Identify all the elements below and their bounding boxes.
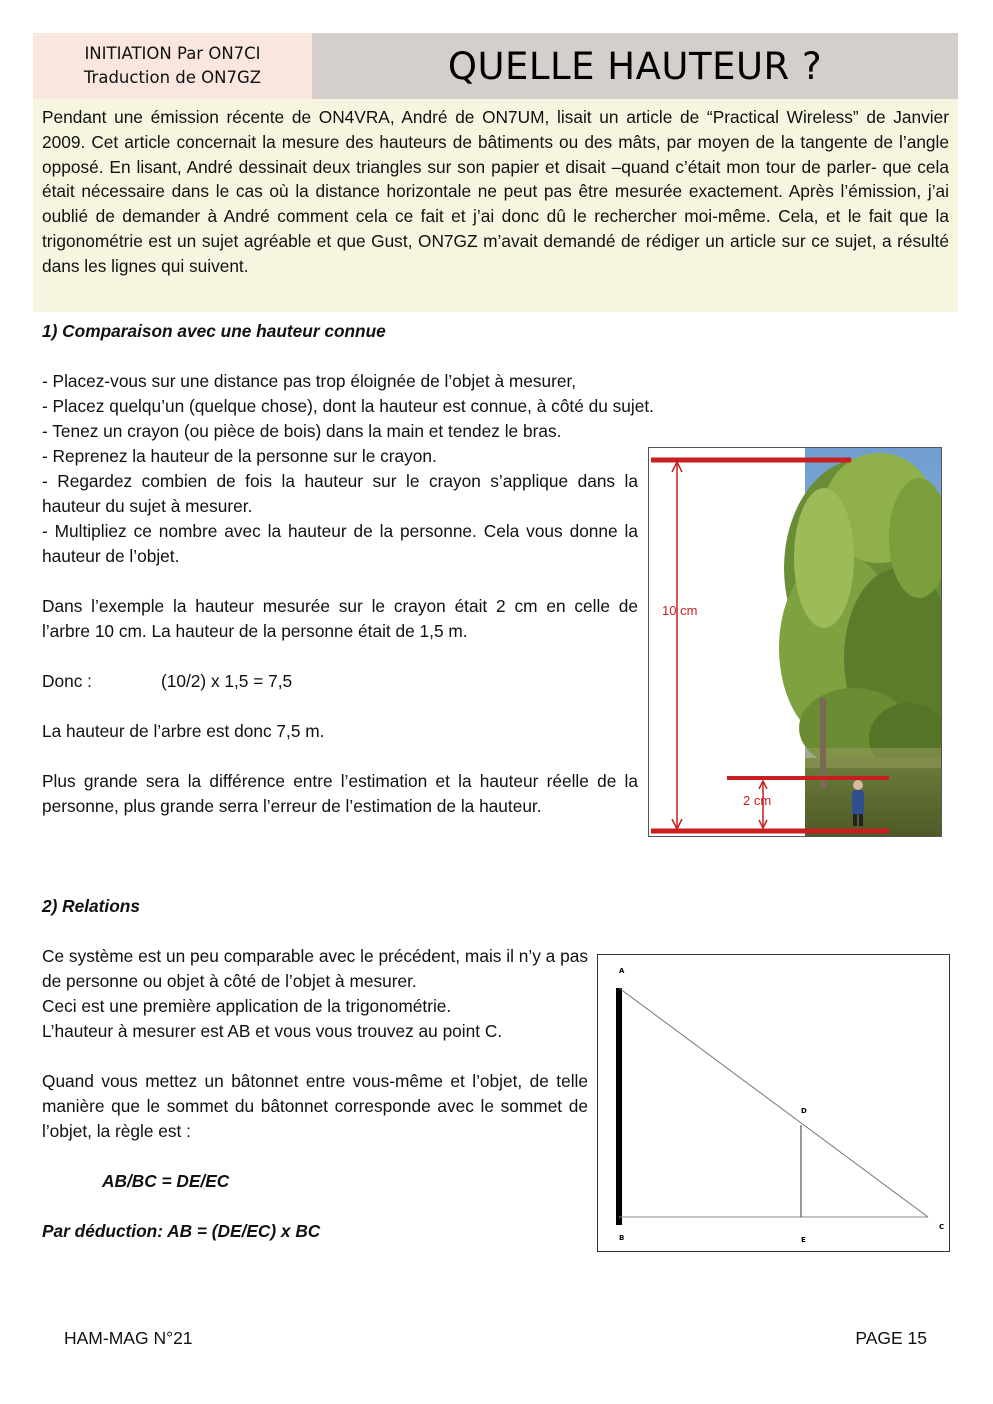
label-10cm: 10 cm: [662, 603, 698, 618]
tree-foliage-icon: [779, 453, 942, 773]
section1-column: [42, 444, 638, 819]
note-text: Plus grande sera la différence entre l’estimation et la hauteur réelle de la personne, plus grande serra l’erreur de l’estimation de la hauteur.: [42, 771, 638, 816]
step-4: - Reprenez la hauteur de la personne sur le crayon.: [42, 446, 437, 466]
step-1: - Placez-vous sur une distance pas trop éloignée de l’objet à mesurer,: [42, 371, 577, 391]
triangle-lines: [619, 988, 928, 1225]
section2-heading: 2) Relations: [42, 896, 140, 916]
label-c: C: [939, 1223, 945, 1231]
header-translator: Traduction de ON7GZ: [83, 68, 262, 87]
step-3: - Tenez un crayon (ou pièce de bois) dans la main et tendez le bras.: [42, 421, 562, 441]
tree-photo: [648, 447, 942, 837]
relations-para1-line3: L’hauteur à mesurer est AB et vous vous trouvez au point C.: [42, 1021, 503, 1041]
donc-line: [42, 669, 638, 694]
intro-text: Pendant une émission récente de ON4VRA, André de ON7UM, lisait un article de “Practical Wireless” de Janvier 2009. Cet article concernait la mesure des hauteurs de bâtiments ou des mâts, par moyen de la tangente de l’angle opposé. En lisant, André dessinait deux triangles sur son papier et disait –quand c’était mon tour de parler- que cela était nécessaire dans le cas où la distance horizontale ne peut pas être mesurée exactement. Après l’émission, j’ai oublié de demander à André comment cela ce fait et j’ai donc dû le rechercher moi-même. Cela, et le fait que la trigonométrie est un sujet agréable et que Gust, ON7GZ m’avait demandé de rédiger un article sur ce sujet, a résulté dans les lignes qui suivent.: [42, 107, 949, 276]
section1-top: [42, 319, 922, 444]
relations-para2: Quand vous mettez un bâtonnet entre vous-même et l’objet, de telle manière que le sommet du bâtonnet corresponde avec le sommet de l’objet, la règle est :: [42, 1071, 588, 1141]
label-2cm: 2 cm: [743, 793, 772, 808]
footer-magazine: HAM-MAG N°21: [64, 1328, 193, 1348]
relations-para1-line2: Ceci est une première application de la trigonométrie.: [42, 996, 452, 1016]
page-title: QUELLE HAUTEUR ?: [312, 33, 958, 99]
header-credits: [33, 33, 312, 99]
section1-heading: 1) Comparaison avec une hauteur connue: [42, 321, 386, 341]
label-b: B: [619, 1234, 625, 1242]
donc-label: Donc :: [42, 671, 92, 691]
deduction-formula: Par déduction: AB = (DE/EC) x BC: [42, 1221, 321, 1241]
relations-para1: Ce système est un peu comparable avec le précédent, mais il n’y a pas de personne ou objet à côté de l’objet à mesurer.: [42, 946, 588, 991]
step-2: - Placez quelqu’un (quelque chose), dont la hauteur est connue, à côté du sujet.: [42, 396, 654, 416]
label-e: E: [801, 1236, 806, 1244]
result-text: La hauteur de l’arbre est donc 7,5 m.: [42, 721, 325, 741]
label-d: D: [801, 1107, 807, 1115]
donc-formula: (10/2) x 1,5 = 7,5: [161, 671, 293, 691]
step-6: - Multipliez ce nombre avec la hauteur de la personne. Cela vous donne la hauteur de l’objet.: [42, 521, 638, 566]
step-5: - Regardez combien de fois la hauteur sur le crayon s’applique dans la hauteur du sujet à mesurer.: [42, 471, 638, 516]
header-banner: [33, 33, 958, 99]
header-author: INITIATION Par ON7CI: [84, 44, 261, 63]
intro-box: [33, 99, 958, 312]
section2-column: [42, 944, 588, 1244]
label-a: A: [619, 967, 625, 975]
section2-top: [42, 894, 442, 919]
triangle-diagram: [597, 954, 950, 1252]
rule-formula: AB/BC = DE/EC: [102, 1171, 230, 1191]
example-text: Dans l’exemple la hauteur mesurée sur le crayon était 2 cm en celle de l’arbre 10 cm. La hauteur de la personne était de 1,5 m.: [42, 596, 638, 641]
footer-page-number: PAGE 15: [855, 1328, 927, 1348]
